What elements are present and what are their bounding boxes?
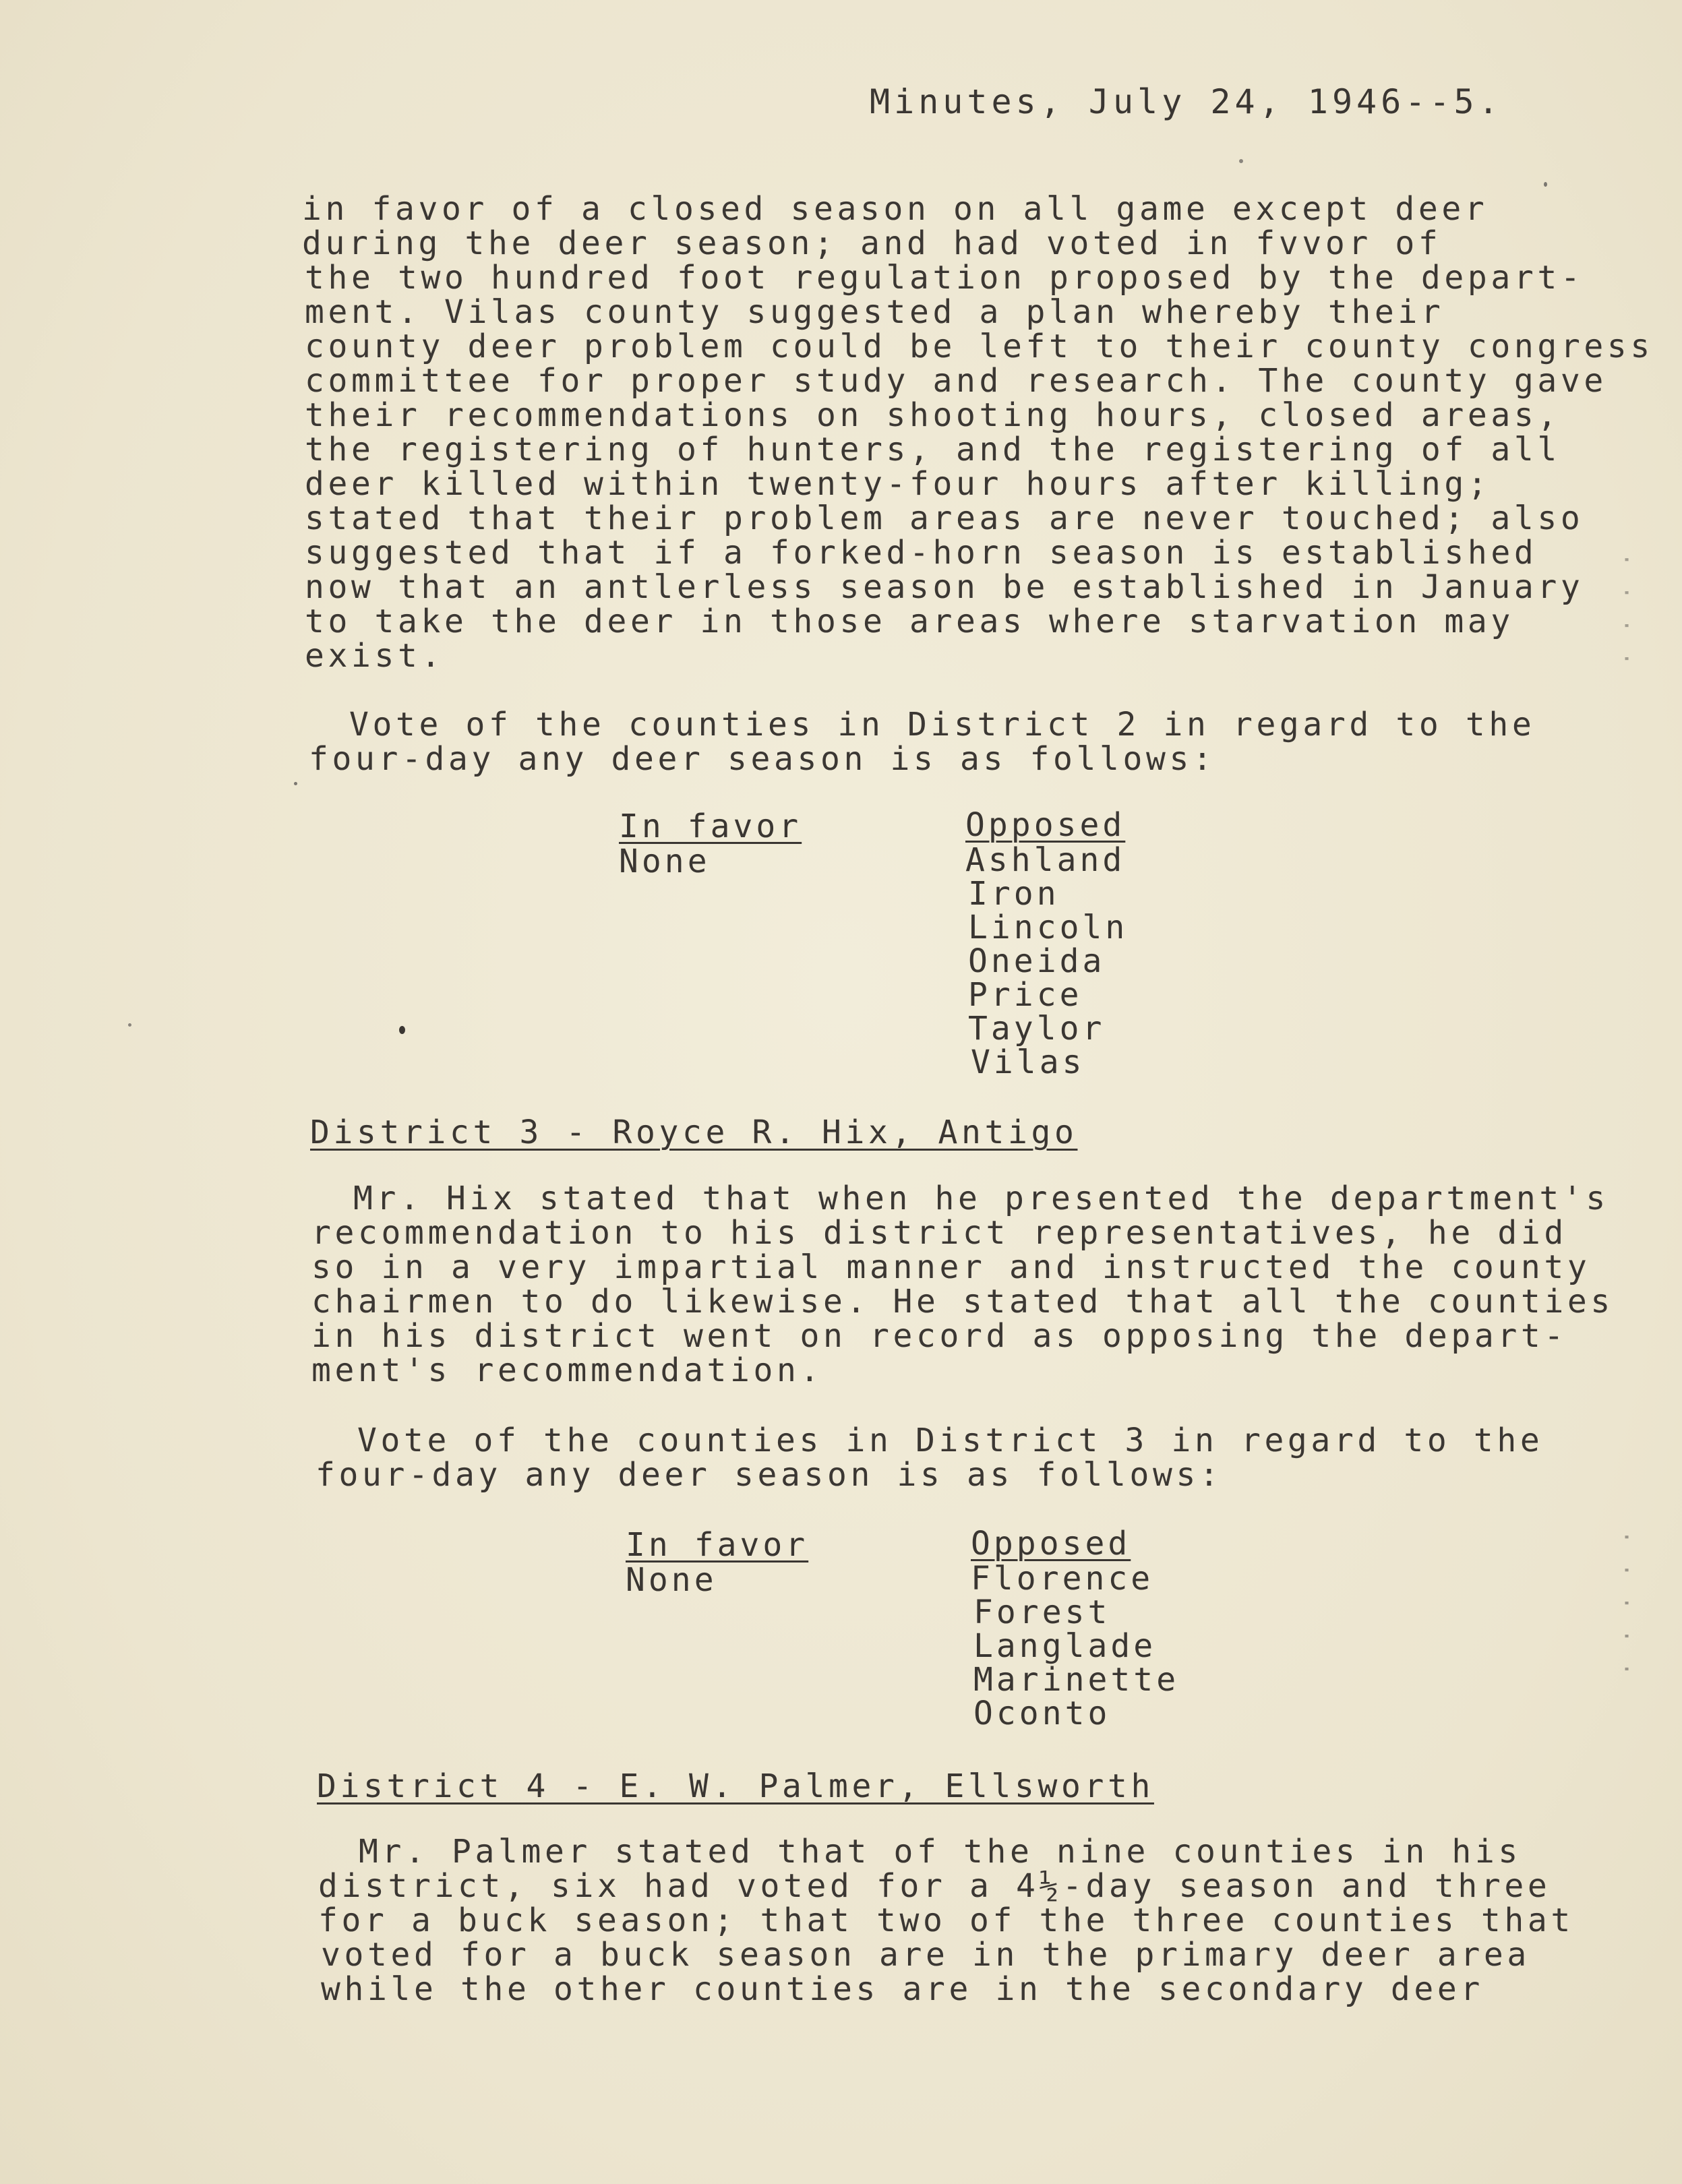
in-favor-heading: In favor: [619, 808, 802, 845]
ink-speck: [1544, 182, 1547, 187]
text-line: Mr. Palmer stated that of the nine counties in his: [359, 1833, 1522, 1871]
text-line: stated that their problem areas are never touched; also: [305, 499, 1584, 537]
text-line: the two hundred foot regulation proposed by the depart-: [305, 259, 1584, 297]
opposed-county: Ashland: [965, 841, 1126, 879]
ink-speck: [128, 1023, 131, 1027]
text-line: county deer problem could be left to their county congress: [305, 328, 1654, 365]
opposed-county: Langlade: [973, 1627, 1157, 1665]
text-line: while the other counties are in the secondary deer: [321, 1970, 1484, 2008]
text-line: in his district went on record as opposing the depart-: [311, 1317, 1567, 1355]
text-line: the registering of hunters, and the registering of all: [305, 431, 1561, 468]
opposed-heading: Opposed: [971, 1525, 1131, 1563]
district4-heading: District 4 - E. W. Palmer, Ellsworth: [317, 1767, 1154, 1805]
text-line: to take the deer in those areas where starvation may: [305, 603, 1514, 640]
text-line: during the deer season; and had voted in fvvor of: [302, 224, 1442, 262]
text-line: Mr. Hix stated that when he presented the department's: [353, 1180, 1609, 1217]
ink-speck: [294, 782, 297, 785]
text-line: exist.: [305, 637, 444, 675]
opposed-county: Florence: [971, 1560, 1154, 1598]
opposed-heading: Opposed: [965, 806, 1126, 844]
text-line: for a buck season; that two of the three counties that: [318, 1902, 1574, 1939]
district3-heading: District 3 - Royce R. Hix, Antigo: [310, 1114, 1078, 1151]
in-favor-heading: In favor: [626, 1526, 809, 1564]
text-line: ment. Vilas county suggested a plan whereby their: [305, 293, 1445, 331]
text-line: district, six had voted for a 4½-day season and three: [318, 1867, 1551, 1905]
ink-speck: [1239, 159, 1243, 163]
page-header: Minutes, July 24, 1946--5.: [870, 82, 1503, 121]
text-line: committee for proper study and research. The county gave: [305, 362, 1607, 400]
text-line: Vote of the counties in District 3 in regard to the: [357, 1422, 1544, 1459]
opposed-county: Taylor: [968, 1010, 1106, 1048]
text-line: so in a very impartial manner and instructed the county: [311, 1248, 1591, 1286]
opposed-county: Vilas: [971, 1043, 1085, 1081]
opposed-county: Price: [968, 976, 1083, 1014]
opposed-county: Lincoln: [968, 909, 1129, 946]
text-line: ment's recommendation.: [311, 1352, 823, 1389]
in-favor-item: None: [626, 1561, 717, 1599]
text-line: Vote of the counties in District 2 in regard to the: [349, 706, 1536, 744]
opposed-county: Marinette: [973, 1661, 1180, 1699]
text-line: four-day any deer season is as follows:: [309, 740, 1216, 778]
opposed-county: Oconto: [973, 1695, 1111, 1732]
text-line: deer killed within twenty-four hours after killing;: [305, 465, 1491, 503]
text-line: suggested that if a forked-horn season is established: [305, 534, 1538, 572]
text-line: four-day any deer season is as follows:: [316, 1456, 1223, 1494]
opposed-county: Forest: [973, 1594, 1111, 1631]
text-line: recommendation to his district representatives, he did: [311, 1214, 1567, 1252]
margin-bleed-through: · · · · ·: [1613, 1530, 1640, 1679]
text-line: chairmen to do likewise. He stated that all the counties: [311, 1283, 1614, 1321]
text-line: voted for a buck season are in the primary deer area: [321, 1936, 1530, 1974]
in-favor-item: None: [619, 843, 711, 880]
text-line: now that an antlerless season be established in January: [305, 568, 1584, 606]
margin-bleed-through: · · · ·: [1613, 553, 1640, 669]
text-line: in favor of a closed season on all game except deer: [302, 190, 1489, 228]
ink-speck: [399, 1026, 405, 1034]
text-line: their recommendations on shooting hours, closed areas,: [305, 396, 1561, 434]
opposed-county: Oneida: [968, 942, 1106, 980]
opposed-county: Iron: [968, 875, 1060, 913]
